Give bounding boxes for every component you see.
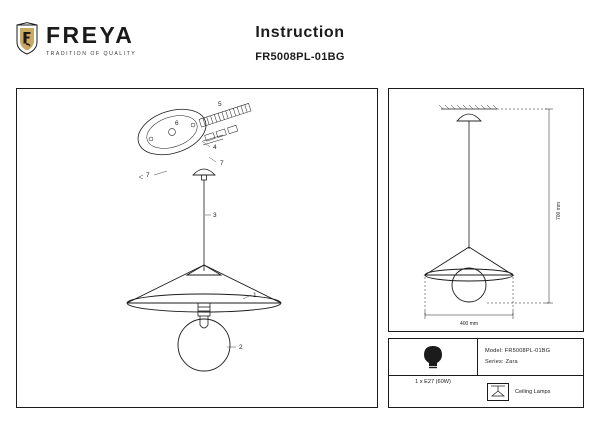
dimension-drawing-panel (388, 88, 584, 332)
socket-group (198, 303, 210, 328)
assembly-diagram (17, 89, 377, 407)
brand-name: FREYA (46, 22, 135, 48)
width-dimension-label: 400 mm (459, 321, 479, 327)
height-dimension-label: 700 mm (556, 201, 562, 221)
callout-2: 2 (239, 344, 243, 351)
ceiling-lamp-icon (487, 383, 509, 401)
hardware-set-group (199, 103, 251, 145)
page-header (0, 0, 600, 78)
bulb-icon (415, 344, 451, 370)
info-model: Model: FR5008PL-01BG (485, 348, 551, 354)
socket-spec: 1 x E27 (60W) (415, 379, 451, 385)
callout-1: 1 (253, 292, 257, 299)
callout-7b: 7 (146, 172, 150, 179)
page-title: Instruction (255, 24, 345, 41)
callout-4: 4 (213, 144, 217, 151)
glass-globe (178, 319, 230, 371)
assembly-diagram-panel (16, 88, 378, 408)
ceiling-plate-group (132, 101, 212, 163)
category-label: Ceiling Lamps (515, 389, 551, 395)
callout-6: 6 (175, 120, 179, 127)
info-divider (389, 375, 583, 376)
shade-group (127, 265, 281, 312)
product-info-panel (388, 338, 584, 408)
model-code: FR5008PL-01BG (255, 51, 345, 63)
canopy-group (193, 169, 215, 180)
callout-5: 5 (218, 101, 222, 108)
title-block (0, 24, 600, 63)
callout-3: 3 (213, 212, 217, 219)
info-vertical-divider (477, 339, 478, 375)
dimension-drawing (389, 89, 583, 331)
brand-tagline: TRADITION OF QUALITY (46, 51, 137, 57)
info-series: Series: Zara (485, 359, 518, 365)
callout-7: 7 (220, 160, 224, 167)
